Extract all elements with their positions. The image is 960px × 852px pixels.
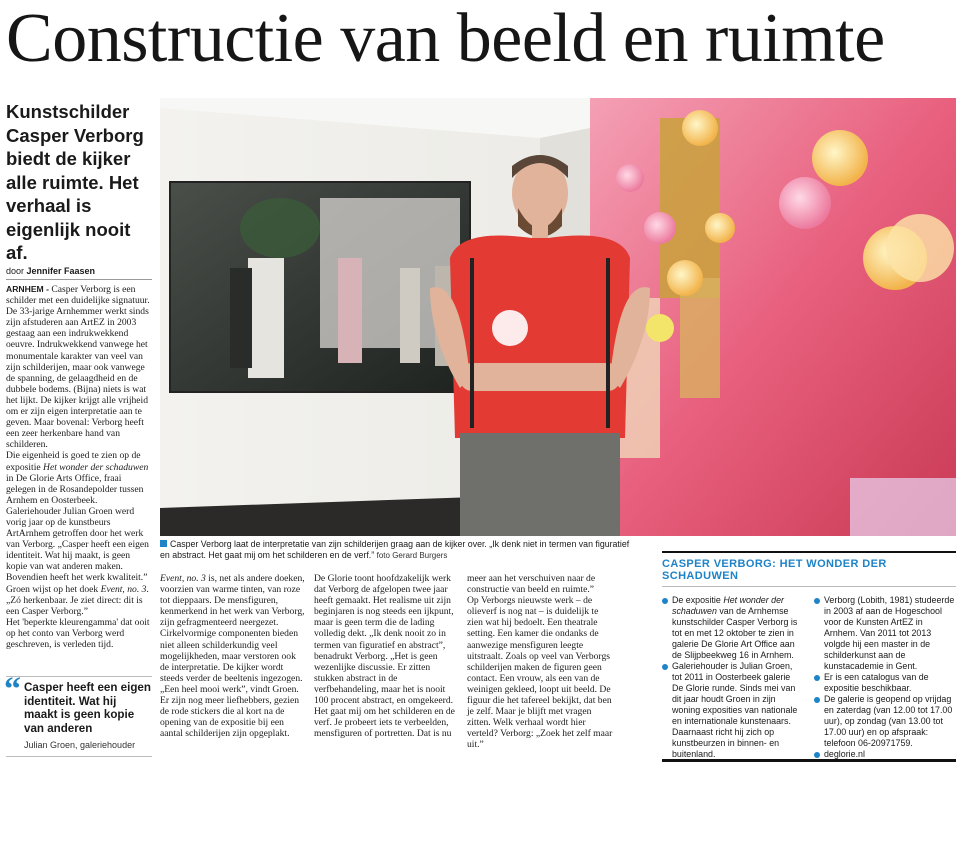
exhibition-title: Het wonder der schaduwen — [43, 461, 149, 473]
quote-mark-icon: “ — [4, 671, 21, 708]
byline — [6, 266, 152, 280]
paragraph: Het 'beperkte kleurengamma' dat ooit op het conto van Verborg werd geschreven, is verleden tijd. — [6, 616, 150, 650]
quote-text: Casper heeft een eigen identiteit. Wat hij maakt is geen kopie van anderen — [24, 681, 151, 735]
info-item: De expositie Het wonder der schaduwen van de Arnhemse kunstschilder Casper Verborg is tot en met 12 oktober te zien in galerie De Glorie Art Office aan de Slijpbeekweg 16 in Arnhem. — [662, 595, 804, 661]
info-box-rule — [662, 759, 956, 762]
info-box — [662, 551, 956, 760]
paragraph: meer aan het verschuiven naar de constructie van beeld en ruimte.” — [467, 573, 596, 596]
article-column-4 — [467, 573, 615, 751]
paragraph: ARNHEM - Casper Verborg is een schilder met een duidelijke signatuur. De 33-jarige Arnhemmer werkt sinds zijn afstuderen aan ArtEZ in 2003 gestaag aan een indrukwekkend oeuvre. Indrukwekkend vanwege het monumentale karakter van veel van zijn schilderijen, maar ook vanwege de spanning, de gelaagdheid en de dubbele bodems. (Bijna) niets is wat het lijkt. De kijker krijgt alle vrijheid om er zijn eigen interpretatie aan te geven. Maar bovenal: Verborg heeft een zeer herkenbare hand van schilderen. — [6, 284, 150, 451]
info-item: De galerie is geopend op vrijdag en zaterdag (van 12.00 tot 17.00 uur), op zondag (van 13.00 tot 17.00 uur) en op afspraak: telefoon 06-20971759. — [814, 694, 956, 749]
info-box-right — [814, 595, 956, 760]
photo-caption — [160, 539, 630, 561]
caption-text: Casper Verborg laat de interpretatie van zijn schilderijen graag aan de kijker over. „Ik denk niet in termen van figuratief en abstract. Het gaat mij om het schilderen en de verf.” — [160, 539, 630, 560]
gallery-photo — [160, 98, 956, 536]
photo-credit: foto Gerard Burgers — [376, 551, 448, 560]
caption-square-icon — [160, 540, 167, 547]
quote-attribution: Julian Groen, galeriehouder — [24, 740, 136, 750]
paragraph: Op Verborgs nieuwste werk – de olieverf is nog nat – is duidelijk te zien wat hij bedoelt. Een theatrale setting. Een kamer die ondanks de aanwezige mensfiguren leegte uitstraalt. Zoals op veel van Verborgs schilderijen maken de figuren geen contact. Een vrouw, als een van de weinigen gekleed, loopt uit beeld. De figuur die het tafereel bekijkt, dat ben je zelf. Maar je blijft met vragen zitten. Welk verhaal wordt hier verteld? Verborg: „Zoek het zelf maar uit.” — [467, 595, 613, 751]
article-column-1 — [6, 284, 152, 650]
photo-illustration — [160, 98, 956, 536]
pull-quote — [4, 671, 152, 757]
byline-prefix: door — [6, 266, 25, 276]
info-website: deglorie.nl — [814, 749, 956, 760]
placeline: ARNHEM - — [6, 284, 49, 294]
paragraph: Groen wijst op het doek Event, no. 3. „Zó herkenbaar. Je ziet direct: dit is een Casper Verborg.” — [6, 583, 149, 617]
paragraph: Event, no. 3 is, net als andere doeken, voorzien van warme tinten, van roze tot dieppaars. De mensfiguren, kenmerkend in het werk van Verborg, zijn gefragmenteerd neergezet. Cirkelvormige componenten bieden niet alleen schilderkundig veel mogelijkheden, maar verstoren ook de interpretatie. De kijker wordt steeds verder de beeltenis ingezogen. „Een heel mooi werk”, vindt Groen. Er zijn nog meer liefhebbers, gezien de rode stickers die al kort na de opening van de expositie bij een aantal schilderijen zijn opgeplakt. — [160, 573, 305, 740]
paragraph: De Glorie toont hoofdzakelijk werk dat Verborg de afgelopen twee jaar heeft gemaakt. Het realisme uit zijn beginjaren is nog steeds een ijkpunt, maar is geen term die de lading volledig dekt. „Ik denk nooit zo in termen van figuratief en abstract”, benadrukt Verborg. „Het is geen wezenlijke discussie. Er zitten stukken abstract in de verfbehandeling, maar het is nooit 100 procent abstract, en omgekeerd. Het gaat mij om het schilderen en de verf. Je probeert iets te verbeelden, mensfiguren of portretten. Dat is nu — [314, 573, 455, 740]
info-item: Galeriehouder is Julian Groen, tot 2011 in Oosterbeek galerie De Glorie runde. Sinds mei van dit jaar houdt Groen in zijn woning exposities van nationale en internationale kunstenaars. Daarnaast richt hij zich op kunstbeurzen in binnen- en buitenland. — [662, 661, 804, 760]
article-column-3 — [314, 573, 460, 739]
info-item: Verborg (Lobith, 1981) studeerde in 2003 af aan de Hogeschool voor de Kunsten ArtEZ in Arnhem. Van 2011 tot 2013 volgde hij een master in de schilderkunst aan de kunstacademie in Gent. — [814, 595, 956, 672]
byline-author: Jennifer Faasen — [26, 266, 96, 276]
lede-intro: Kunstschilder Casper Verborg biedt de kijker alle ruimte. Het verhaal is eigenlijk nooit af. — [6, 101, 144, 263]
paragraph: Die eigenheid is goed te zien op de expositie Het wonder der schaduwen in De Glorie Arts Office, fraai gelegen in de Rosandepolder tussen Arnhem en Oosterbeek. Galeriehouder Julian Groen werd vorig jaar op de kunstbeurs ArtArnhem getroffen door het werk van Verborg. „Casper heeft een eigen identiteit. Wat hij maakt, is geen kopie van wat anderen maken. Bovendien heeft het werk kwaliteit.” — [6, 450, 149, 584]
headline: Constructie van beeld en ruimte — [6, 0, 885, 77]
artwork-title: Event, no. 3 — [100, 583, 147, 595]
artwork-title: Event, no. 3 — [160, 573, 206, 584]
info-box-left — [662, 595, 804, 760]
info-item: Er is een catalogus van de expositie beschikbaar. — [814, 672, 956, 694]
info-box-title: CASPER VERBORG: HET WONDER DER SCHADUWEN — [662, 551, 956, 587]
article-column-2 — [160, 573, 306, 739]
